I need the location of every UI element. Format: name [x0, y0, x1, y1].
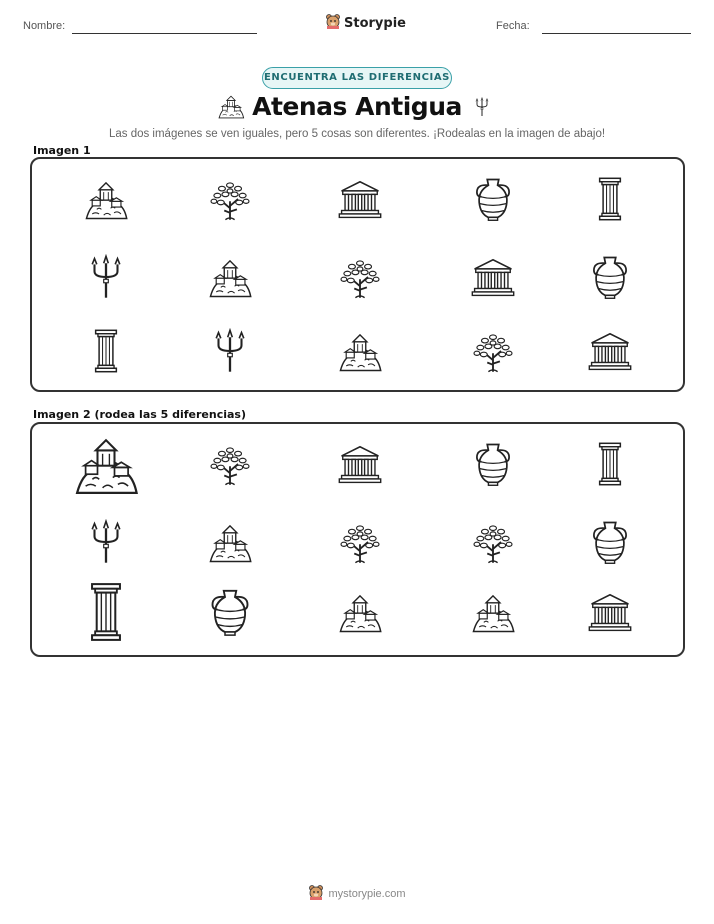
image2-panel[interactable] [30, 422, 685, 657]
amphora-icon[interactable] [587, 519, 633, 565]
temple-icon[interactable] [587, 589, 633, 635]
image1-panel [30, 157, 685, 392]
footer-site[interactable]: mystorypie.com [328, 887, 406, 900]
column-icon[interactable] [587, 441, 633, 487]
acropolis-icon [83, 176, 129, 222]
acropolis-icon[interactable] [207, 519, 253, 565]
olive-tree-icon [207, 176, 253, 222]
bear-logo-icon [325, 13, 341, 33]
acropolis-icon[interactable] [337, 589, 383, 635]
olive-tree-icon [337, 254, 383, 300]
date-line[interactable] [542, 33, 691, 34]
column-icon [83, 328, 129, 374]
name-line[interactable] [72, 33, 257, 34]
acropolis-icon [337, 328, 383, 374]
temple-icon [470, 254, 516, 300]
amphora-icon [470, 176, 516, 222]
name-label: Nombre: [23, 20, 66, 32]
trident-icon [83, 254, 129, 300]
temple-icon [337, 176, 383, 222]
title-trident-icon [472, 93, 492, 121]
brand-logo [325, 13, 406, 33]
olive-tree-icon[interactable] [207, 441, 253, 487]
amphora-icon[interactable] [205, 587, 255, 637]
trident-icon[interactable] [83, 519, 129, 565]
olive-tree-icon[interactable] [470, 519, 516, 565]
trident-icon [207, 328, 253, 374]
acropolis-icon [207, 254, 253, 300]
amphora-icon[interactable] [470, 441, 516, 487]
temple-icon[interactable] [337, 441, 383, 487]
brand-name: Storypie [344, 15, 406, 31]
bear-logo-icon [308, 884, 324, 903]
amphora-icon [587, 254, 633, 300]
date-label: Fecha: [496, 20, 530, 32]
acropolis-icon[interactable] [72, 430, 140, 498]
footer [0, 884, 714, 903]
image2-label: Imagen 2 (rodea las 5 diferencias) [33, 408, 247, 421]
page-title: Atenas Antigua [252, 92, 462, 121]
image1-label: Imagen 1 [33, 144, 91, 157]
olive-tree-icon [470, 328, 516, 374]
olive-tree-icon[interactable] [337, 519, 383, 565]
column-icon[interactable] [75, 581, 137, 643]
instructions: Las dos imágenes se ven iguales, pero 5 cosas son diferentes. ¡Rodealas en la imagen de abajo! [108, 128, 606, 140]
column-icon [587, 176, 633, 222]
acropolis-icon[interactable] [470, 589, 516, 635]
temple-icon [587, 328, 633, 374]
activity-tag: ENCUENTRA LAS DIFERENCIAS [262, 67, 452, 89]
